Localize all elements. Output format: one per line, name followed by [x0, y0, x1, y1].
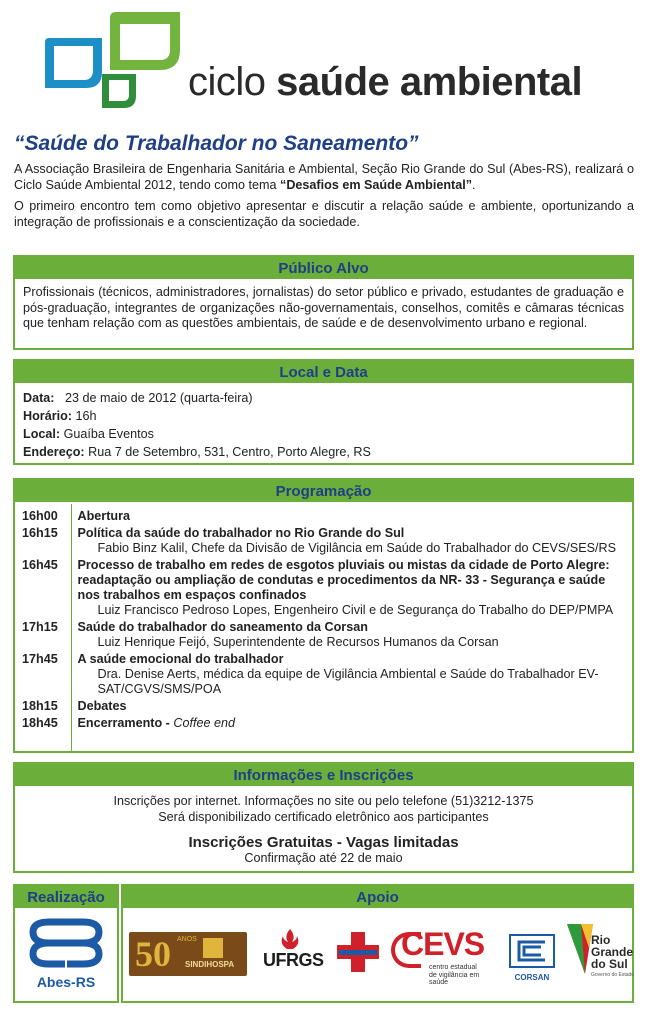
schedule-title: Saúde do trabalhador do saneamento da Corsan: [77, 620, 368, 634]
realizacao-logos: [15, 910, 117, 1001]
schedule-time: 17h15: [15, 619, 71, 651]
local-data-section: [13, 359, 634, 465]
corsan-text: CORSAN: [514, 973, 550, 982]
schedule-title: A saúde emocional do trabalhador: [77, 652, 284, 666]
sindihospa-anos: ANOS: [177, 936, 197, 943]
schedule-speaker: Dra. Denise Aerts, médica da equipe de Vigilância Ambiental e Saúde do Trabalhador EV-SAT/CGVS/SMS/POA: [97, 667, 599, 696]
schedule-title: Abertura: [77, 509, 130, 523]
rs-line-4: Governo do Estado: [591, 972, 635, 978]
schedule-time: 16h15: [15, 525, 71, 557]
schedule-time: 16h00: [15, 508, 71, 525]
rs-line-1: Rio: [591, 933, 611, 947]
realizacao-section: [13, 884, 119, 1003]
cevs-subtitle-2: de vigilância em saúde: [429, 972, 480, 986]
apoio-section: [121, 884, 634, 1003]
apoio-logos: [123, 910, 635, 1001]
table-row: [15, 715, 632, 732]
informacoes-section: [13, 762, 634, 873]
apoio-heading: Apoio: [123, 886, 632, 910]
ufrgs-logo: [263, 928, 383, 984]
info-highlight: Inscrições Gratuitas - Vagas limitadas: [188, 834, 459, 851]
table-row: [15, 508, 632, 525]
info-line-2: Será disponibilizado certificado eletrônico aos participantes: [158, 809, 489, 824]
schedule-title-extra: Coffee end: [173, 716, 236, 730]
sindihospa-name: SINDIHOSPA: [185, 960, 235, 969]
red-cross-icon: [337, 932, 379, 972]
header: [0, 0, 648, 125]
local-row-endereco: Endereço: Rua 7 de Setembro, 531, Centro, Porto Alegre, RS: [23, 445, 371, 459]
programacao-section: [13, 478, 634, 753]
table-row: [15, 619, 632, 651]
schedule-time: 16h45: [15, 557, 71, 619]
page-title: “Saúde do Trabalhador no Saneamento”: [14, 132, 419, 155]
cevs-subtitle-1: centro estadual: [429, 964, 477, 971]
schedule-speaker: Luiz Henrique Feijó, Superintendente de Recursos Humanos da Corsan: [97, 635, 499, 649]
publico-alvo-section: [13, 255, 634, 350]
abes-logo-icon: [29, 918, 103, 968]
ufrgs-text: UFRGS: [263, 950, 324, 970]
table-row: [15, 651, 632, 698]
corsan-logo: [509, 934, 557, 982]
realizacao-heading: Realização: [15, 886, 117, 910]
ufrgs-flame-icon: [279, 928, 301, 950]
abes-logo-text: Abes-RS: [36, 974, 96, 990]
schedule-title: Política da saúde do trabalhador no Rio Grande do Sul: [77, 526, 405, 540]
info-line-3: Confirmação até 22 de maio: [244, 851, 403, 865]
cevs-text: CEVS: [401, 926, 485, 962]
corsan-emblem-icon: [509, 934, 555, 968]
cevs-logo: [391, 926, 495, 986]
publico-alvo-heading: Público Alvo: [15, 257, 632, 281]
local-row-data: Data: 23 de maio de 2012 (quarta-feira): [23, 391, 253, 405]
schedule-title: Debates: [77, 699, 127, 713]
schedule-time: 18h15: [15, 698, 71, 715]
schedule-time: 18h45: [15, 715, 71, 732]
schedule-title: Encerramento -: [77, 716, 174, 730]
rs-line-3: do Sul: [591, 957, 628, 971]
rs-line-2: Grande: [591, 945, 634, 959]
schedule-time: 17h45: [15, 651, 71, 698]
sindihospa-number: 50: [135, 934, 171, 974]
sindihospa-logo: [129, 932, 247, 976]
table-row: [15, 732, 632, 752]
table-row: [15, 698, 632, 715]
table-row: [15, 557, 632, 619]
publico-alvo-text: Profissionais (técnicos, administradores, jornalistas) do setor público e privado, estudantes de graduação e pós-graduação, integrantes de organizações não-governamentais, conselhos, comitês e câmaras técnicas que tenham relação com as questões ambientais, de saúde e de desenvolvimento urbano e regional.: [23, 285, 624, 330]
informacoes-body: [15, 788, 632, 871]
schedule-speaker: Luiz Francisco Pedroso Lopes, Engenheiro Civil e de Segurança do Trabalho do DEP/PMPA: [97, 603, 614, 617]
schedule-speaker: Fabio Binz Kalil, Chefe da Divisão de Vigilância em Saúde do Trabalhador do CEVS/SES/RS: [97, 541, 617, 555]
informacoes-heading: Informações e Inscrições: [15, 764, 632, 788]
programacao-table: [15, 504, 632, 752]
local-row-local: Local: Guaíba Eventos: [23, 427, 154, 441]
intro: [14, 162, 634, 236]
local-data-body: [15, 385, 632, 465]
intro-paragraph-2: O primeiro encontro tem como objetivo apresentar e discutir a relação saúde e ambiente, oportunizando a integração de profissionais e a conscientização da sociedade.: [14, 199, 634, 229]
info-line-1: Inscrições por internet. Informações no site ou pelo telefone (51)3212-1375: [113, 794, 534, 808]
rs-government-logo: [565, 922, 635, 988]
intro-paragraph-1: A Associação Brasileira de Engenharia Sanitária e Ambiental, Seção Rio Grande do Sul (Abes-RS), realizará o Ciclo Saúde Ambiental 2012, tendo como tema “Desafios em Saúde Ambiental”.: [14, 162, 634, 192]
programacao-heading: Programação: [15, 480, 632, 504]
schedule-title: Processo de trabalho em redes de esgotos pluviais ou mistas da cidade de Porto Alegre: readaptação ou ampliação de condutas e procedimentos da NR- 33 - Segurança e saúde nos trabalhos em espaços confinados: [77, 558, 610, 602]
local-row-horario: Horário: 16h: [23, 409, 97, 423]
local-data-heading: Local e Data: [15, 361, 632, 385]
sindihospa-emblem-icon: [203, 938, 223, 958]
brand-title: ciclo saúde ambiental: [188, 60, 583, 104]
leaves-logo-icon: [40, 10, 190, 110]
table-row: [15, 525, 632, 557]
